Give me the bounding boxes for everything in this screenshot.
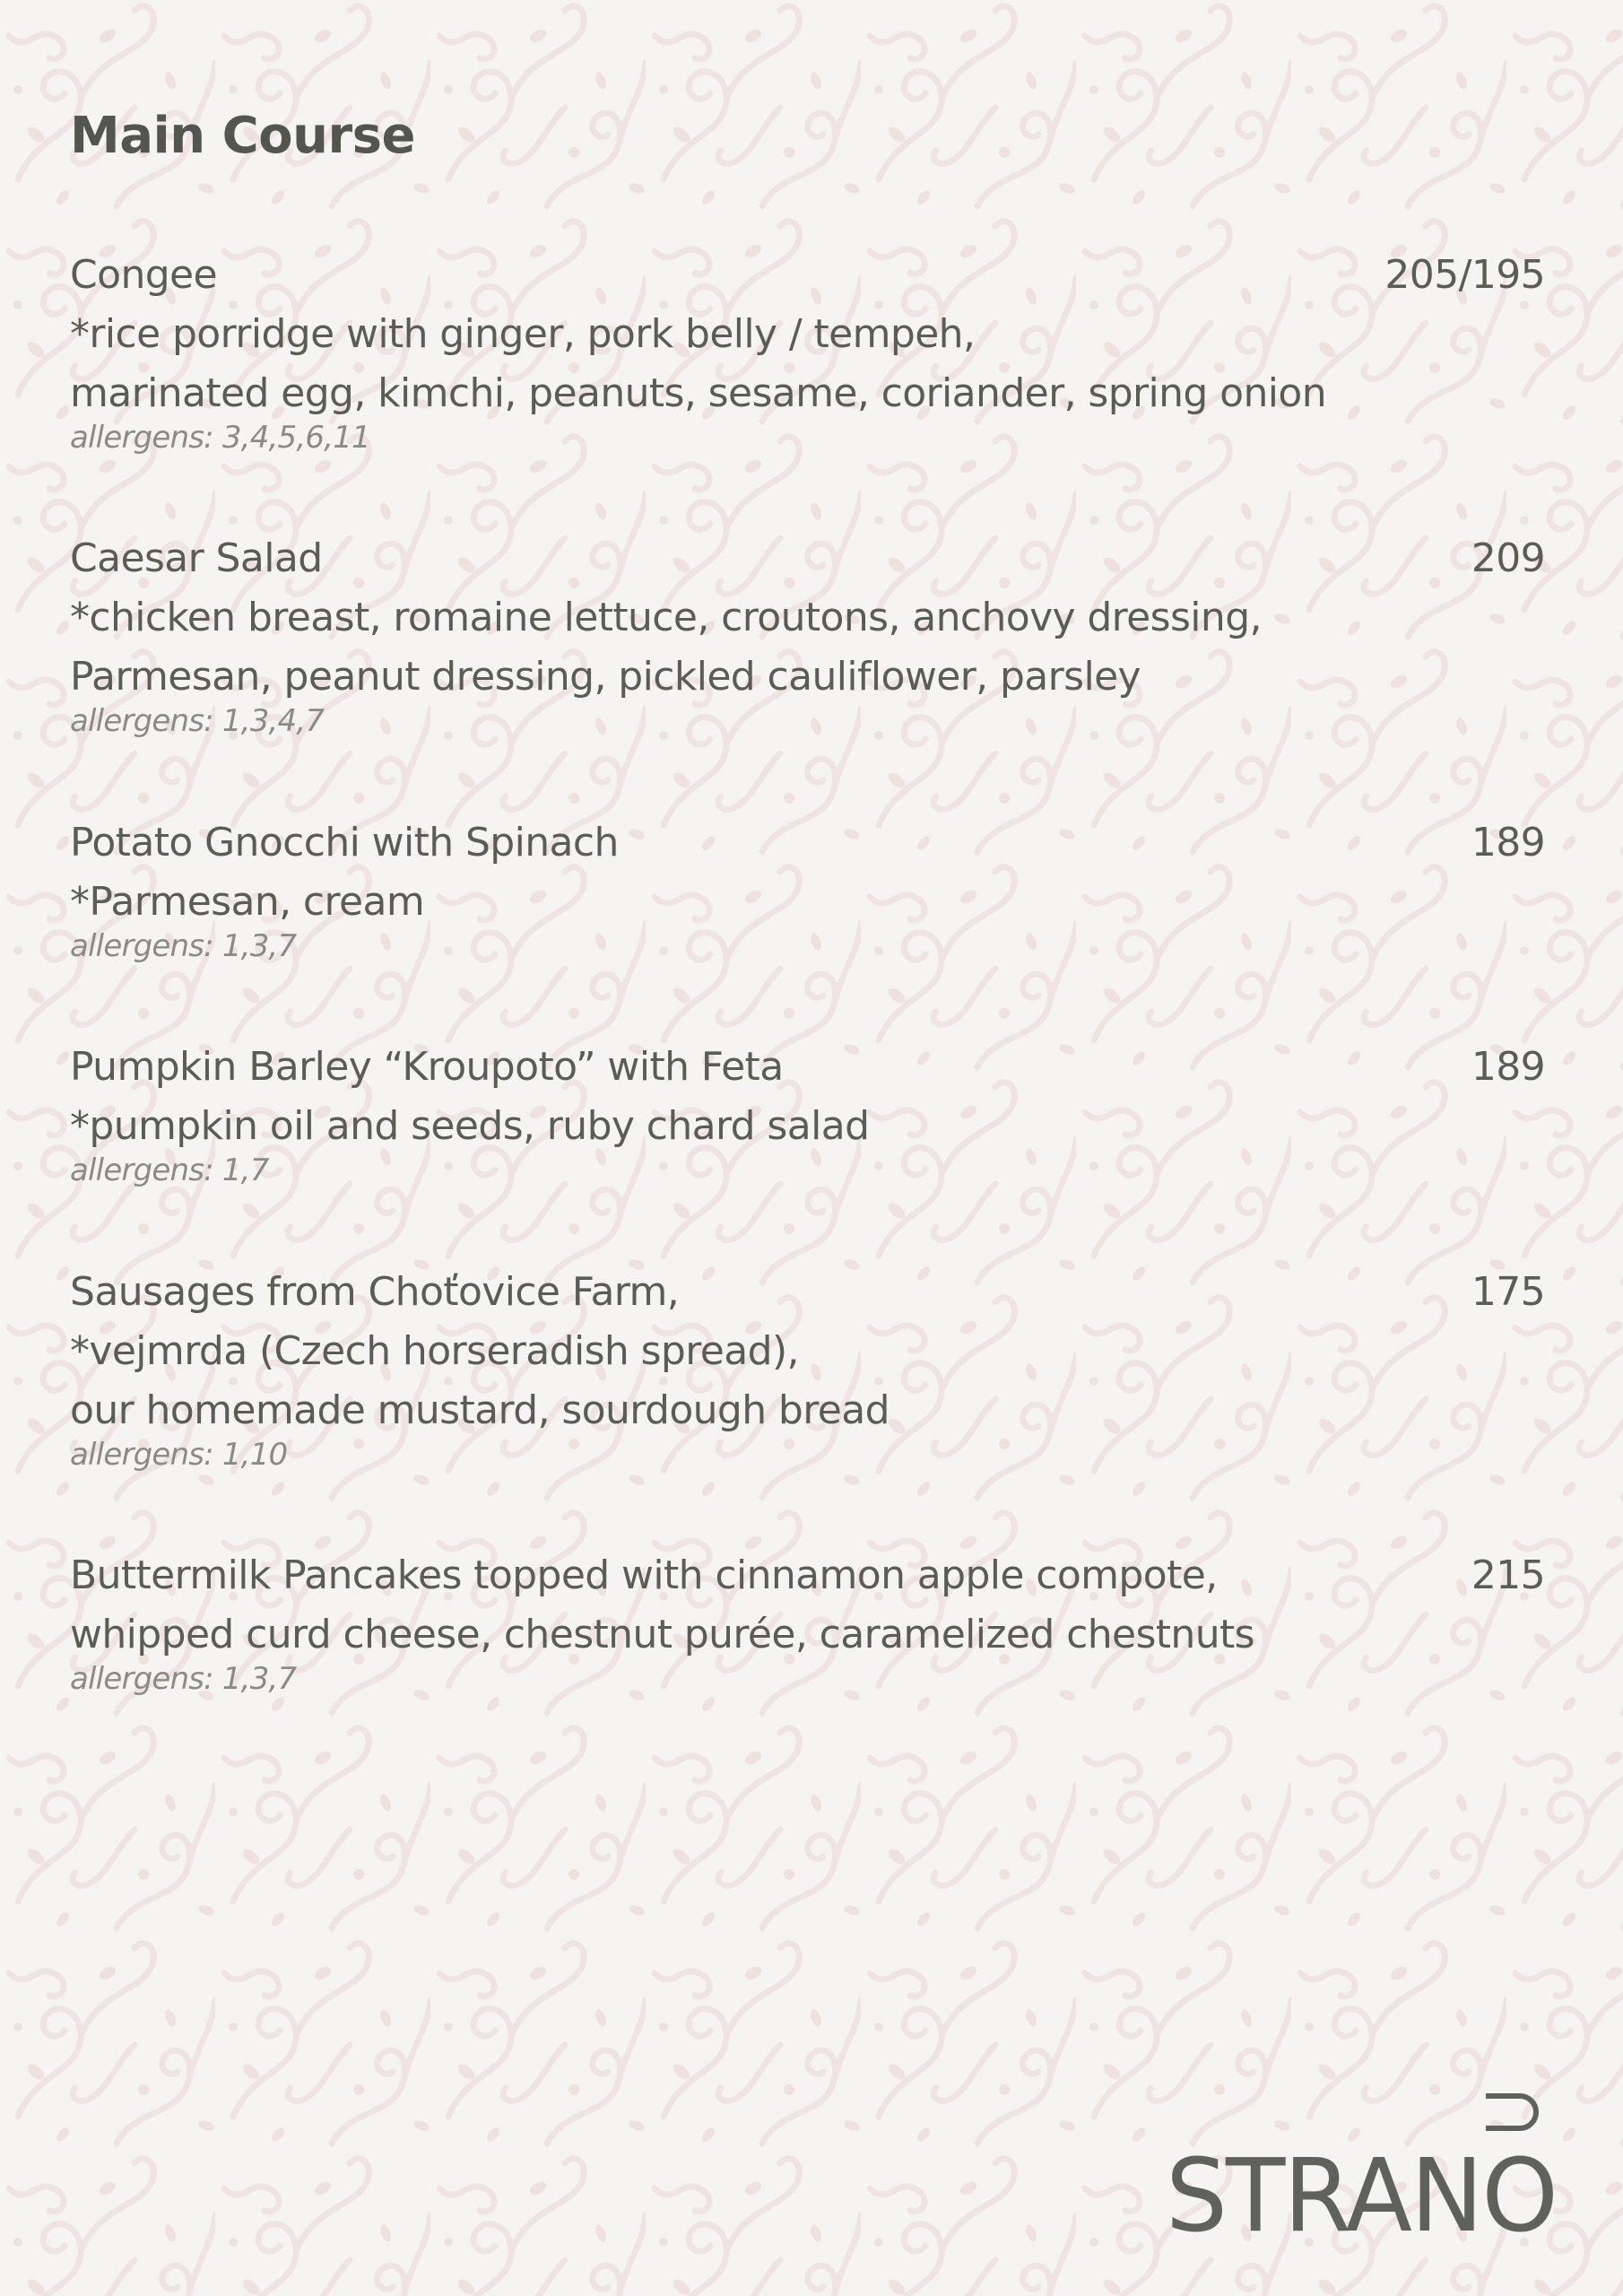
item-name: Sausages from Choťovice Farm,	[70, 1269, 680, 1315]
description-line: marinated egg, kimchi, peanuts, sesame, coriander, spring onion	[70, 370, 1326, 416]
menu-item-caesar-salad	[70, 529, 1545, 739]
strano-logo	[1166, 2085, 1560, 2242]
item-allergens: allergens: 1,3,7	[70, 928, 297, 964]
description-line: *rice porridge with ginger, pork belly / tempeh,	[70, 311, 976, 357]
item-price: 175	[1471, 1269, 1545, 1315]
menu-item-pumpkin-barley	[70, 1038, 1545, 1188]
logo-text: STRANO	[1166, 2138, 1557, 2242]
item-description	[70, 1097, 1545, 1156]
item-description	[70, 873, 1545, 932]
item-description	[70, 1605, 1545, 1665]
description-line: *Parmesan, cream	[70, 879, 425, 925]
menu-item-buttermilk-pancakes	[70, 1546, 1545, 1697]
item-name: Pumpkin Barley “Kroupoto” with Feta	[70, 1044, 784, 1090]
description-line: *vejmrda (Czech horseradish spread),	[70, 1328, 799, 1374]
item-description	[70, 305, 1545, 423]
item-name: Congee	[70, 252, 217, 298]
section-title: Main Course	[70, 107, 415, 165]
item-allergens: allergens: 3,4,5,6,11	[70, 420, 370, 456]
description-line: Parmesan, peanut dressing, pickled cauliflower, parsley	[70, 654, 1141, 700]
item-name: Potato Gnocchi with Spinach	[70, 820, 619, 865]
item-description	[70, 1322, 1545, 1440]
description-line: *pumpkin oil and seeds, ruby chard salad	[70, 1103, 870, 1149]
description-line: *chicken breast, romaine lettuce, croutons, anchovy dressing,	[70, 595, 1262, 640]
menu-item-congee	[70, 246, 1545, 456]
menu-item-sausages	[70, 1263, 1545, 1473]
item-price: 189	[1471, 1044, 1545, 1090]
item-price: 209	[1471, 535, 1545, 581]
item-allergens: allergens: 1,10	[70, 1437, 288, 1473]
item-description	[70, 588, 1545, 707]
item-allergens: allergens: 1,3,7	[70, 1661, 297, 1697]
item-price: 215	[1471, 1552, 1545, 1598]
item-price: 205/195	[1384, 252, 1545, 298]
description-line: whipped curd cheese, chestnut purée, caramelized chestnuts	[70, 1612, 1254, 1657]
item-allergens: allergens: 1,3,4,7	[70, 703, 325, 739]
menu-item-potato-gnocchi	[70, 813, 1545, 964]
item-name: Buttermilk Pancakes topped with cinnamon apple compote,	[70, 1552, 1218, 1598]
item-price: 189	[1471, 820, 1545, 865]
item-name: Caesar Salad	[70, 535, 323, 581]
item-allergens: allergens: 1,7	[70, 1152, 269, 1188]
description-line: our homemade mustard, sourdough bread	[70, 1387, 890, 1433]
